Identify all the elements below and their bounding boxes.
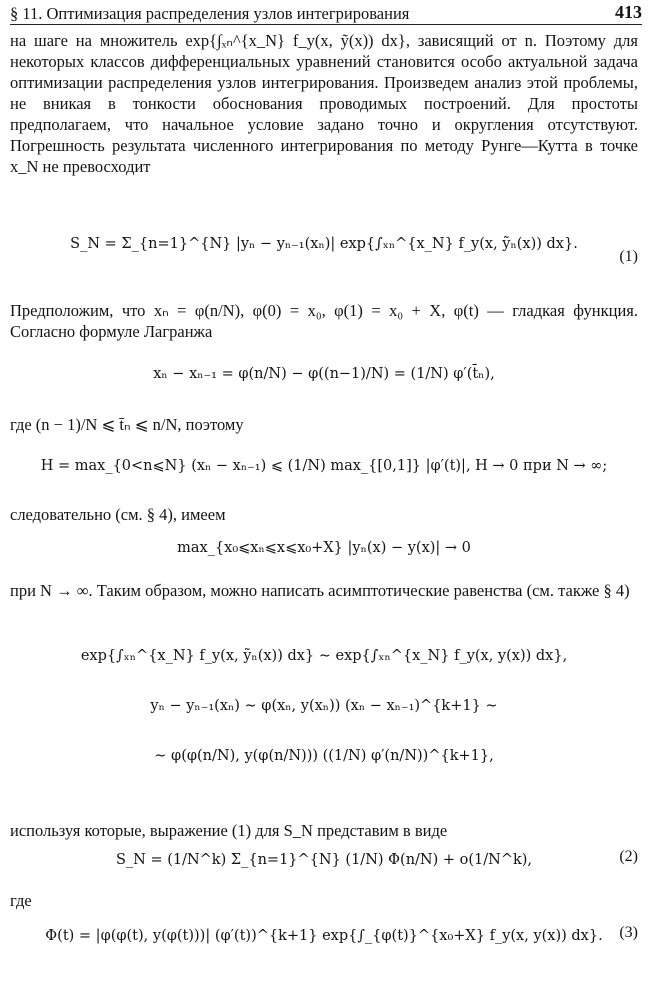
equation-1: S_N = Σ_{n=1}^{N} |yₙ − yₙ₋₁(xₙ)| exp{∫ₓₙ^{x_N} f_y(x, ỹₙ(x)) dx}.	[70, 236, 578, 252]
equation-number-3: (3)	[619, 924, 638, 941]
paragraph-3: где (n − 1)/N ⩽ t̄ₙ ⩽ n/N, поэтому	[10, 415, 244, 434]
equation-asymptotic-2: yₙ − yₙ₋₁(xₙ) ∼ φ(xₙ, y(xₙ)) (xₙ − xₙ₋₁)^{k+1} ∼	[150, 698, 498, 714]
equation-2: S_N = (1/N^k) Σ_{n=1}^{N} (1/N) Φ(n/N) + o(1/N^k),	[115, 852, 533, 868]
equation-lagrange: xₙ − xₙ₋₁ = φ(n/N) − φ((n−1)/N) = (1/N) φ′(t̄ₙ),	[153, 366, 495, 382]
paragraph-7: где	[10, 891, 32, 910]
paragraph-2: Предположим, что xₙ = φ(n/N), φ(0) = x₀, φ(1) = x₀ + X, φ(t) — гладкая функция. Согласно формуле Лагранжа	[10, 301, 638, 341]
equation-asymptotic-3: ∼ φ(φ(n/N), y(φ(n/N))) ((1/N) φ′(n/N))^{k+1},	[154, 748, 494, 764]
paragraph-1: на шаге на множитель exp{∫ₓₙ^{x_N} f_y(x, ỹ(x)) dx}, зависящий от n. Поэтому для некоторых классов дифференциальных уравнений становится особо актуальной задача оптимизации распределения узлов интегрирования. Произведем анализ этой проблемы, не вникая в тонкости обоснования проводимых построений. Для простоты предполагаем, что начальное условие задано точно и округления отсутствуют. Погрешность результата численного интегрирования по методу Рунге—Кутта в точке x_N не превосходит	[10, 31, 638, 176]
paragraph-4: следовательно (см. § 4), имеем	[10, 505, 226, 524]
page-number: 413	[615, 2, 642, 22]
paragraph-6: используя которые, выражение (1) для S_N представим в виде	[10, 821, 448, 840]
equation-h-bound: H = max_{0<n⩽N} (xₙ − xₙ₋₁) ⩽ (1/N) max_{[0,1]} |φ′(t)|, H → 0 при N → ∞;	[40, 458, 608, 474]
paragraph-5: при N → ∞. Таким образом, можно написать асимптотические равенства (см. также § 4)	[10, 581, 630, 600]
equation-3: Φ(t) = |φ(φ(t), y(φ(t)))| (φ′(t))^{k+1} exp{∫_{φ(t)}^{x₀+X} f_y(x, y(x)) dx}.	[45, 928, 603, 944]
equation-number-1: (1)	[619, 248, 638, 265]
section-title: § 11. Оптимизация распределения узлов интегрирования	[10, 4, 410, 23]
running-header	[10, 2, 642, 25]
equation-max-convergence: max_{x₀⩽xₙ⩽x⩽x₀+X} |yₙ(x) − y(x)| → 0	[177, 540, 471, 556]
equation-number-2: (2)	[619, 848, 638, 865]
equation-asymptotic-1: exp{∫ₓₙ^{x_N} f_y(x, ỹₙ(x)) dx} ∼ exp{∫ₓₙ^{x_N} f_y(x, y(x)) dx},	[80, 648, 568, 664]
